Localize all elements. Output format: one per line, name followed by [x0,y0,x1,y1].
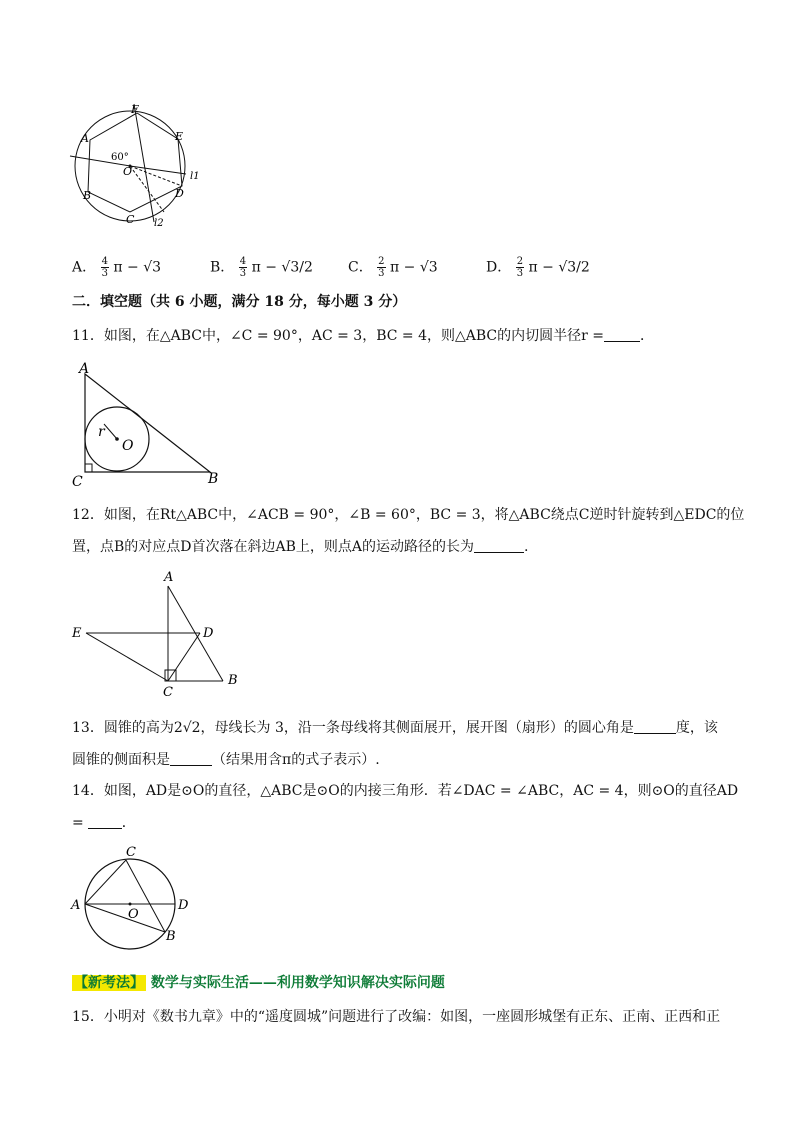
fig10-label-E: E [175,130,184,143]
fig12-label-C: C [163,685,173,700]
question-12-line1: 12．如图，在Rt△ABC中，∠ACB = 90°，∠B = 60°，BC = 3，将△ABC绕点C逆时针旋转到△EDC的位 [72,507,745,523]
fig10-label-D: D [175,187,184,200]
fig11-label-O: O [122,438,134,454]
fraction: $\frac{4}{3}$ [239,256,247,279]
question-12-line2: 置，点B的对应点D首次落在斜边AB上，则点A的运动路径的长为 . [72,539,529,555]
question-14-line2: = ． [72,815,136,831]
question-13-line1: 13．圆锥的高为2√2，母线长为 3，沿一条母线将其侧面展开，展开图（扇形）的圆心角是 度，该 [72,720,718,736]
figure-q11-incircle [70,356,230,492]
fraction: $\frac{4}{3}$ [101,256,108,279]
fig10-angle-label: 60° [111,152,129,163]
question-14-line1: 14．如图，AD是⊙O的直径，△ABC是⊙O的内接三角形．若∠DAC = ∠ABC，AC = 4，则⊙O的直径AD [72,783,739,799]
question-11: 11．如图，在△ABC中，∠C = 90°，AC = 3，BC = 4，则△ABC的内切圆半径r = ． [72,328,655,344]
figure-q14-circle [68,844,198,954]
tag-text: 数学与实际生活——利用数学知识解决实际问题 [150,975,445,991]
fig12-label-A: A [164,570,174,585]
figure-q10-hexagon [68,100,208,235]
figure-q12-rotation [70,566,250,702]
answer-blank[interactable] [170,751,212,766]
answer-blank[interactable] [88,814,122,829]
fig11-label-r: r [98,424,105,440]
fig10-label-l2: l2 [154,218,164,229]
fraction: $\frac{2}{3}$ [378,256,385,279]
fig11-label-A: A [79,361,90,377]
fig10-label-A: A [81,132,89,145]
fig11-label-C: C [72,474,83,490]
fig12-label-E: E [72,626,82,641]
fig14-label-O: O [128,907,139,922]
fig14-label-D: D [178,898,189,913]
fig10-label-C: C [126,213,135,226]
new-method-tag [72,972,445,992]
question-13-line2: 圆锥的侧面积是 （结果用含π的式子表示）. [72,752,380,768]
answer-blank[interactable] [634,719,676,734]
option-b[interactable]: B． $\frac{4}{3}$ π − √3/2 [210,256,313,279]
fraction: $\frac{2}{3}$ [516,256,524,279]
fig10-label-F: F [131,103,139,116]
answer-blank[interactable] [474,538,524,553]
fig14-label-C: C [126,845,136,860]
fig10-label-O: O [123,165,133,178]
option-a[interactable]: A． $\frac{4}{3}$ π − √3 [72,256,162,279]
tag-bracket: 【新考法】 [74,975,144,991]
fig10-label-B: B [83,189,92,202]
option-c[interactable]: C． $\frac{2}{3}$ π − √3 [348,256,438,279]
fig11-label-B: B [208,471,219,487]
fig14-label-A: A [71,898,81,913]
fig12-label-D: D [203,626,214,641]
q10-options [72,256,732,280]
answer-blank[interactable] [604,327,640,342]
fig14-label-B: B [166,929,176,944]
section-title: 二．填空题（共 6 小题，满分 18 分，每小题 3 分） [72,294,407,310]
fig10-label-l1: l1 [190,171,200,182]
question-15-line1: 15．小明对《数书九章》中的“遥度圆城”问题进行了改编：如图，一座圆形城堡有正东、正南、正西和正 [72,1009,721,1025]
fig12-label-B: B [228,673,238,688]
option-d[interactable]: D． $\frac{2}{3}$ π − √3/2 [486,256,590,279]
